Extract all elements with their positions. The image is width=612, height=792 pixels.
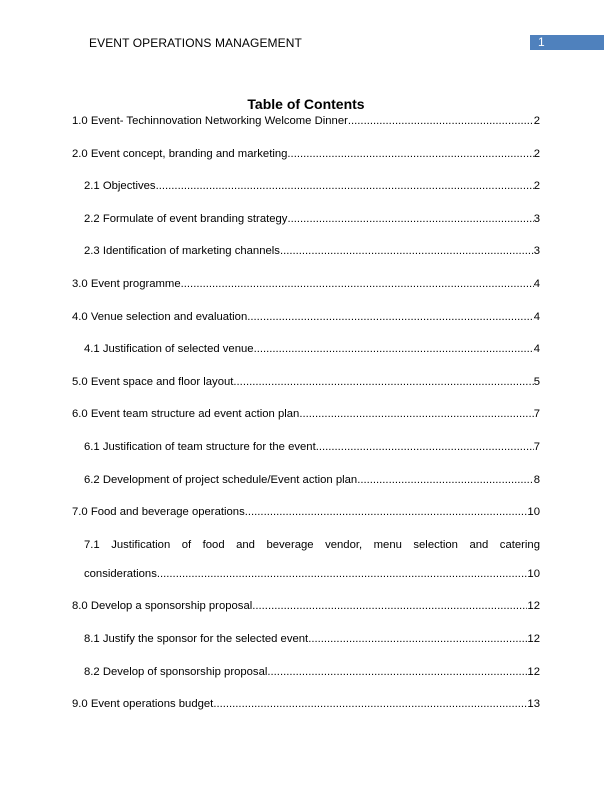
- header-title: EVENT OPERATIONS MANAGEMENT: [89, 36, 302, 50]
- toc-entry-page: 12: [527, 600, 540, 613]
- toc-entry-page: 3: [533, 212, 540, 225]
- page-number-badge: 1: [530, 35, 604, 50]
- toc-entry-label: 7.0 Food and beverage operations: [72, 506, 245, 519]
- toc-entry[interactable]: [72, 146, 540, 179]
- dot-leader: [252, 598, 527, 614]
- toc-entry-label: 5.0 Event space and floor layout: [72, 375, 234, 388]
- toc-entry[interactable]: [72, 472, 540, 505]
- toc-entry-label: 8.2 Develop of sponsorship proposal: [84, 665, 268, 678]
- toc-entry-label: 6.1 Justification of team structure for the event: [84, 440, 316, 453]
- dot-leader: [254, 341, 534, 357]
- toc-entry-page: 3: [533, 245, 540, 258]
- dot-leader: [247, 309, 533, 325]
- toc-entry[interactable]: [72, 504, 540, 537]
- toc-entry[interactable]: [72, 341, 540, 374]
- toc-entry[interactable]: [72, 309, 540, 342]
- toc-entry[interactable]: [72, 631, 540, 664]
- dot-leader: [280, 243, 534, 259]
- toc-entry[interactable]: [72, 276, 540, 309]
- toc-entry-label: 9.0 Event operations budget: [72, 698, 214, 711]
- toc-entry-page: 7: [533, 408, 540, 421]
- toc-entry-page: 2: [533, 115, 540, 127]
- toc-entry-label: 2.3 Identification of marketing channels: [84, 245, 280, 258]
- toc-entry-label: 7.1 Justification of food and beverage vendor, menu selection and catering: [84, 538, 540, 551]
- dot-leader: [245, 504, 528, 520]
- toc-entry[interactable]: [72, 696, 540, 729]
- toc-entry-label: 4.1 Justification of selected venue: [84, 343, 254, 356]
- toc-entry-label: 2.0 Event concept, branding and marketing: [72, 147, 288, 160]
- toc-entry[interactable]: [72, 664, 540, 697]
- dot-leader: [287, 146, 533, 162]
- toc-entry[interactable]: [72, 406, 540, 439]
- dot-leader: [357, 472, 534, 488]
- toc-entry-label: 6.2 Development of project schedule/Event action plan: [84, 473, 358, 486]
- toc-entry[interactable]: [72, 113, 540, 146]
- toc-entry[interactable]: [72, 537, 540, 599]
- toc-entry-page: 4: [533, 343, 540, 356]
- toc-entry-page: 4: [533, 310, 540, 323]
- dot-leader: [156, 178, 534, 194]
- toc-entry-page: 4: [533, 277, 540, 290]
- toc-entry-label: 2.1 Objectives: [84, 180, 156, 193]
- toc-title: Table of Contents: [247, 96, 365, 112]
- toc-entry-page: 2: [533, 147, 540, 160]
- dot-leader: [299, 406, 533, 422]
- toc-entry[interactable]: [72, 243, 540, 276]
- toc-entry[interactable]: [72, 211, 540, 244]
- table-of-contents: [72, 113, 540, 729]
- toc-entry-label: 8.0 Develop a sponsorship proposal: [72, 600, 253, 613]
- dot-leader: [181, 276, 534, 292]
- toc-entry-label: 3.0 Event programme: [72, 277, 181, 290]
- toc-entry[interactable]: [72, 178, 540, 211]
- dot-leader: [316, 439, 534, 455]
- toc-entry-page: 10: [527, 506, 540, 519]
- toc-entry-label: 1.0 Event- Techinnovation Networking Welcome Dinner: [72, 115, 348, 127]
- toc-entry-page: 13: [527, 698, 540, 711]
- toc-entry[interactable]: [72, 439, 540, 472]
- toc-entry-label-continued: considerations: [84, 567, 157, 580]
- toc-entry-label: 2.2 Formulate of event branding strategy: [84, 212, 288, 225]
- toc-entry-label: 4.0 Venue selection and evaluation: [72, 310, 248, 323]
- toc-entry-label: 8.1 Justify the sponsor for the selected event: [84, 632, 309, 645]
- toc-entry-page: 10: [527, 567, 540, 580]
- dot-leader: [213, 696, 527, 712]
- toc-entry-label: 6.0 Event team structure ad event action plan: [72, 408, 300, 421]
- dot-leader: [157, 566, 528, 582]
- toc-entry-page: 2: [533, 180, 540, 193]
- toc-entry[interactable]: [72, 598, 540, 631]
- dot-leader: [348, 113, 534, 129]
- toc-entry[interactable]: [72, 374, 540, 407]
- toc-entry-page: 5: [533, 375, 540, 388]
- toc-entry-page: 7: [533, 440, 540, 453]
- toc-entry-page: 12: [527, 665, 540, 678]
- dot-leader: [233, 374, 533, 390]
- dot-leader: [308, 631, 527, 647]
- toc-entry-page: 12: [527, 632, 540, 645]
- dot-leader: [267, 664, 527, 680]
- dot-leader: [287, 211, 533, 227]
- toc-entry-page: 8: [533, 473, 540, 486]
